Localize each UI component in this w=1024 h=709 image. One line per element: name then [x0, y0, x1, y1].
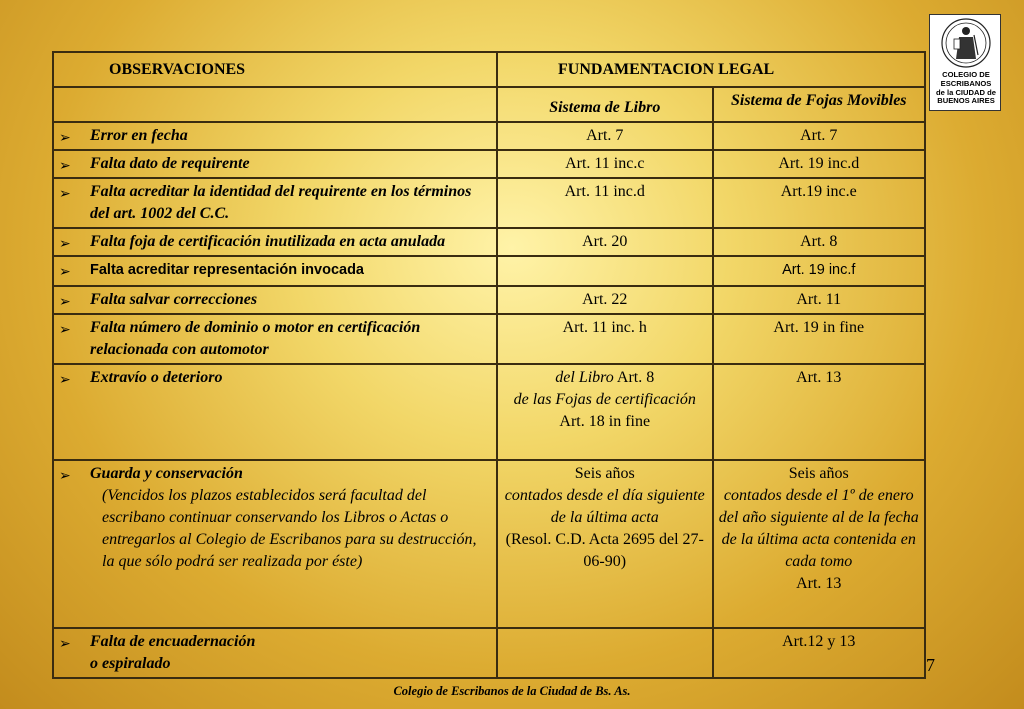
header-fundamentacion: FUNDAMENTACION LEGAL: [497, 52, 925, 87]
table-row: [53, 460, 925, 628]
row-fojas: Seis años contados desde el 1º de enero del año siguiente al de la fecha de la última acta contenida en cada tomo Art. 13: [713, 460, 926, 628]
row-observacion: ➢ Error en fecha: [53, 122, 497, 150]
arrow-bullet-icon: ➢: [59, 264, 71, 280]
row-observacion: ➢ Falta foja de certificación inutilizada en acta anulada: [53, 228, 497, 256]
arrow-bullet-icon: ➢: [59, 468, 71, 484]
table-row: [53, 122, 925, 150]
logo-text: COLEGIO DE ESCRIBANOS de la CIUDAD de BUENOS AIRES: [936, 70, 996, 106]
row-fojas: Art.12 y 13: [713, 628, 926, 678]
arrow-bullet-icon: ➢: [59, 322, 71, 338]
row-libro: Art. 11 inc.d: [497, 178, 712, 228]
table-row: [53, 150, 925, 178]
arrow-bullet-icon: ➢: [59, 294, 71, 310]
row-observacion: ➢ Falta acreditar la identidad del requirente en los términos del art. 1002 del C.C.: [53, 178, 497, 228]
row-libro: [497, 256, 712, 286]
row-libro: [497, 628, 712, 678]
row-libro: Seis años contados desde el día siguiente de la última acta (Resol. C.D. Acta 2695 del 27-06-90): [497, 460, 712, 628]
table-row: [53, 314, 925, 364]
table-row: [53, 286, 925, 314]
row-observacion: ➢ Falta acreditar representación invocada: [53, 256, 497, 286]
row-observacion: ➢ Falta dato de requirente: [53, 150, 497, 178]
page-number: 7: [926, 655, 935, 675]
arrow-bullet-icon: ➢: [59, 372, 71, 388]
row-fojas: Art. 7: [713, 122, 926, 150]
row-libro: Art. 11 inc.c: [497, 150, 712, 178]
row-observacion: ➢ Guarda y conservación (Vencidos los plazos establecidos será facultad del escribano continuar conservando los Libros o Actas o entregarlos al Colegio de Escribanos para su destrucción, la que sólo podrá ser realizada por éste): [53, 460, 497, 628]
row-fojas: Art. 19 in fine: [713, 314, 926, 364]
row-observacion: ➢ Falta de encuadernación o espiralado: [53, 628, 497, 678]
arrow-bullet-icon: ➢: [59, 186, 71, 202]
row-libro: Art. 22: [497, 286, 712, 314]
table-row: [53, 364, 925, 460]
header-blank: [53, 87, 497, 122]
row-libro: Art. 11 inc. h: [497, 314, 712, 364]
row-fojas: Art. 19 inc.f: [713, 256, 926, 286]
row-observacion: ➢ Falta salvar correcciones: [53, 286, 497, 314]
table-row: [53, 256, 925, 286]
header-observaciones: OBSERVACIONES: [53, 52, 497, 87]
row-observacion: ➢ Extravío o deterioro: [53, 364, 497, 460]
row-fojas: Art. 8: [713, 228, 926, 256]
row-fojas: Art. 13: [713, 364, 926, 460]
arrow-bullet-icon: ➢: [59, 130, 71, 146]
row-fojas: Art. 19 inc.d: [713, 150, 926, 178]
table-row: [53, 628, 925, 678]
observaciones-table: [52, 51, 926, 679]
logo-emblem-icon: [930, 15, 1002, 71]
footer-text: Colegio de Escribanos de la Ciudad de Bs. As.: [393, 684, 631, 698]
arrow-bullet-icon: ➢: [59, 636, 71, 652]
row-fojas: Art. 11: [713, 286, 926, 314]
table-row: [53, 228, 925, 256]
row-fojas: Art.19 inc.e: [713, 178, 926, 228]
row-observacion: ➢ Falta número de dominio o motor en certificación relacionada con automotor: [53, 314, 497, 364]
colegio-logo: [929, 14, 1001, 111]
arrow-bullet-icon: ➢: [59, 236, 71, 252]
header-sistema-fojas: Sistema de Fojas Movibles: [713, 87, 926, 122]
arrow-bullet-icon: ➢: [59, 158, 71, 174]
header-sistema-libro: Sistema de Libro: [497, 87, 712, 122]
table-row: [53, 178, 925, 228]
row-libro: Art. 7: [497, 122, 712, 150]
row-libro: del Libro Art. 8 de las Fojas de certificación Art. 18 in fine: [497, 364, 712, 460]
row-libro: Art. 20: [497, 228, 712, 256]
